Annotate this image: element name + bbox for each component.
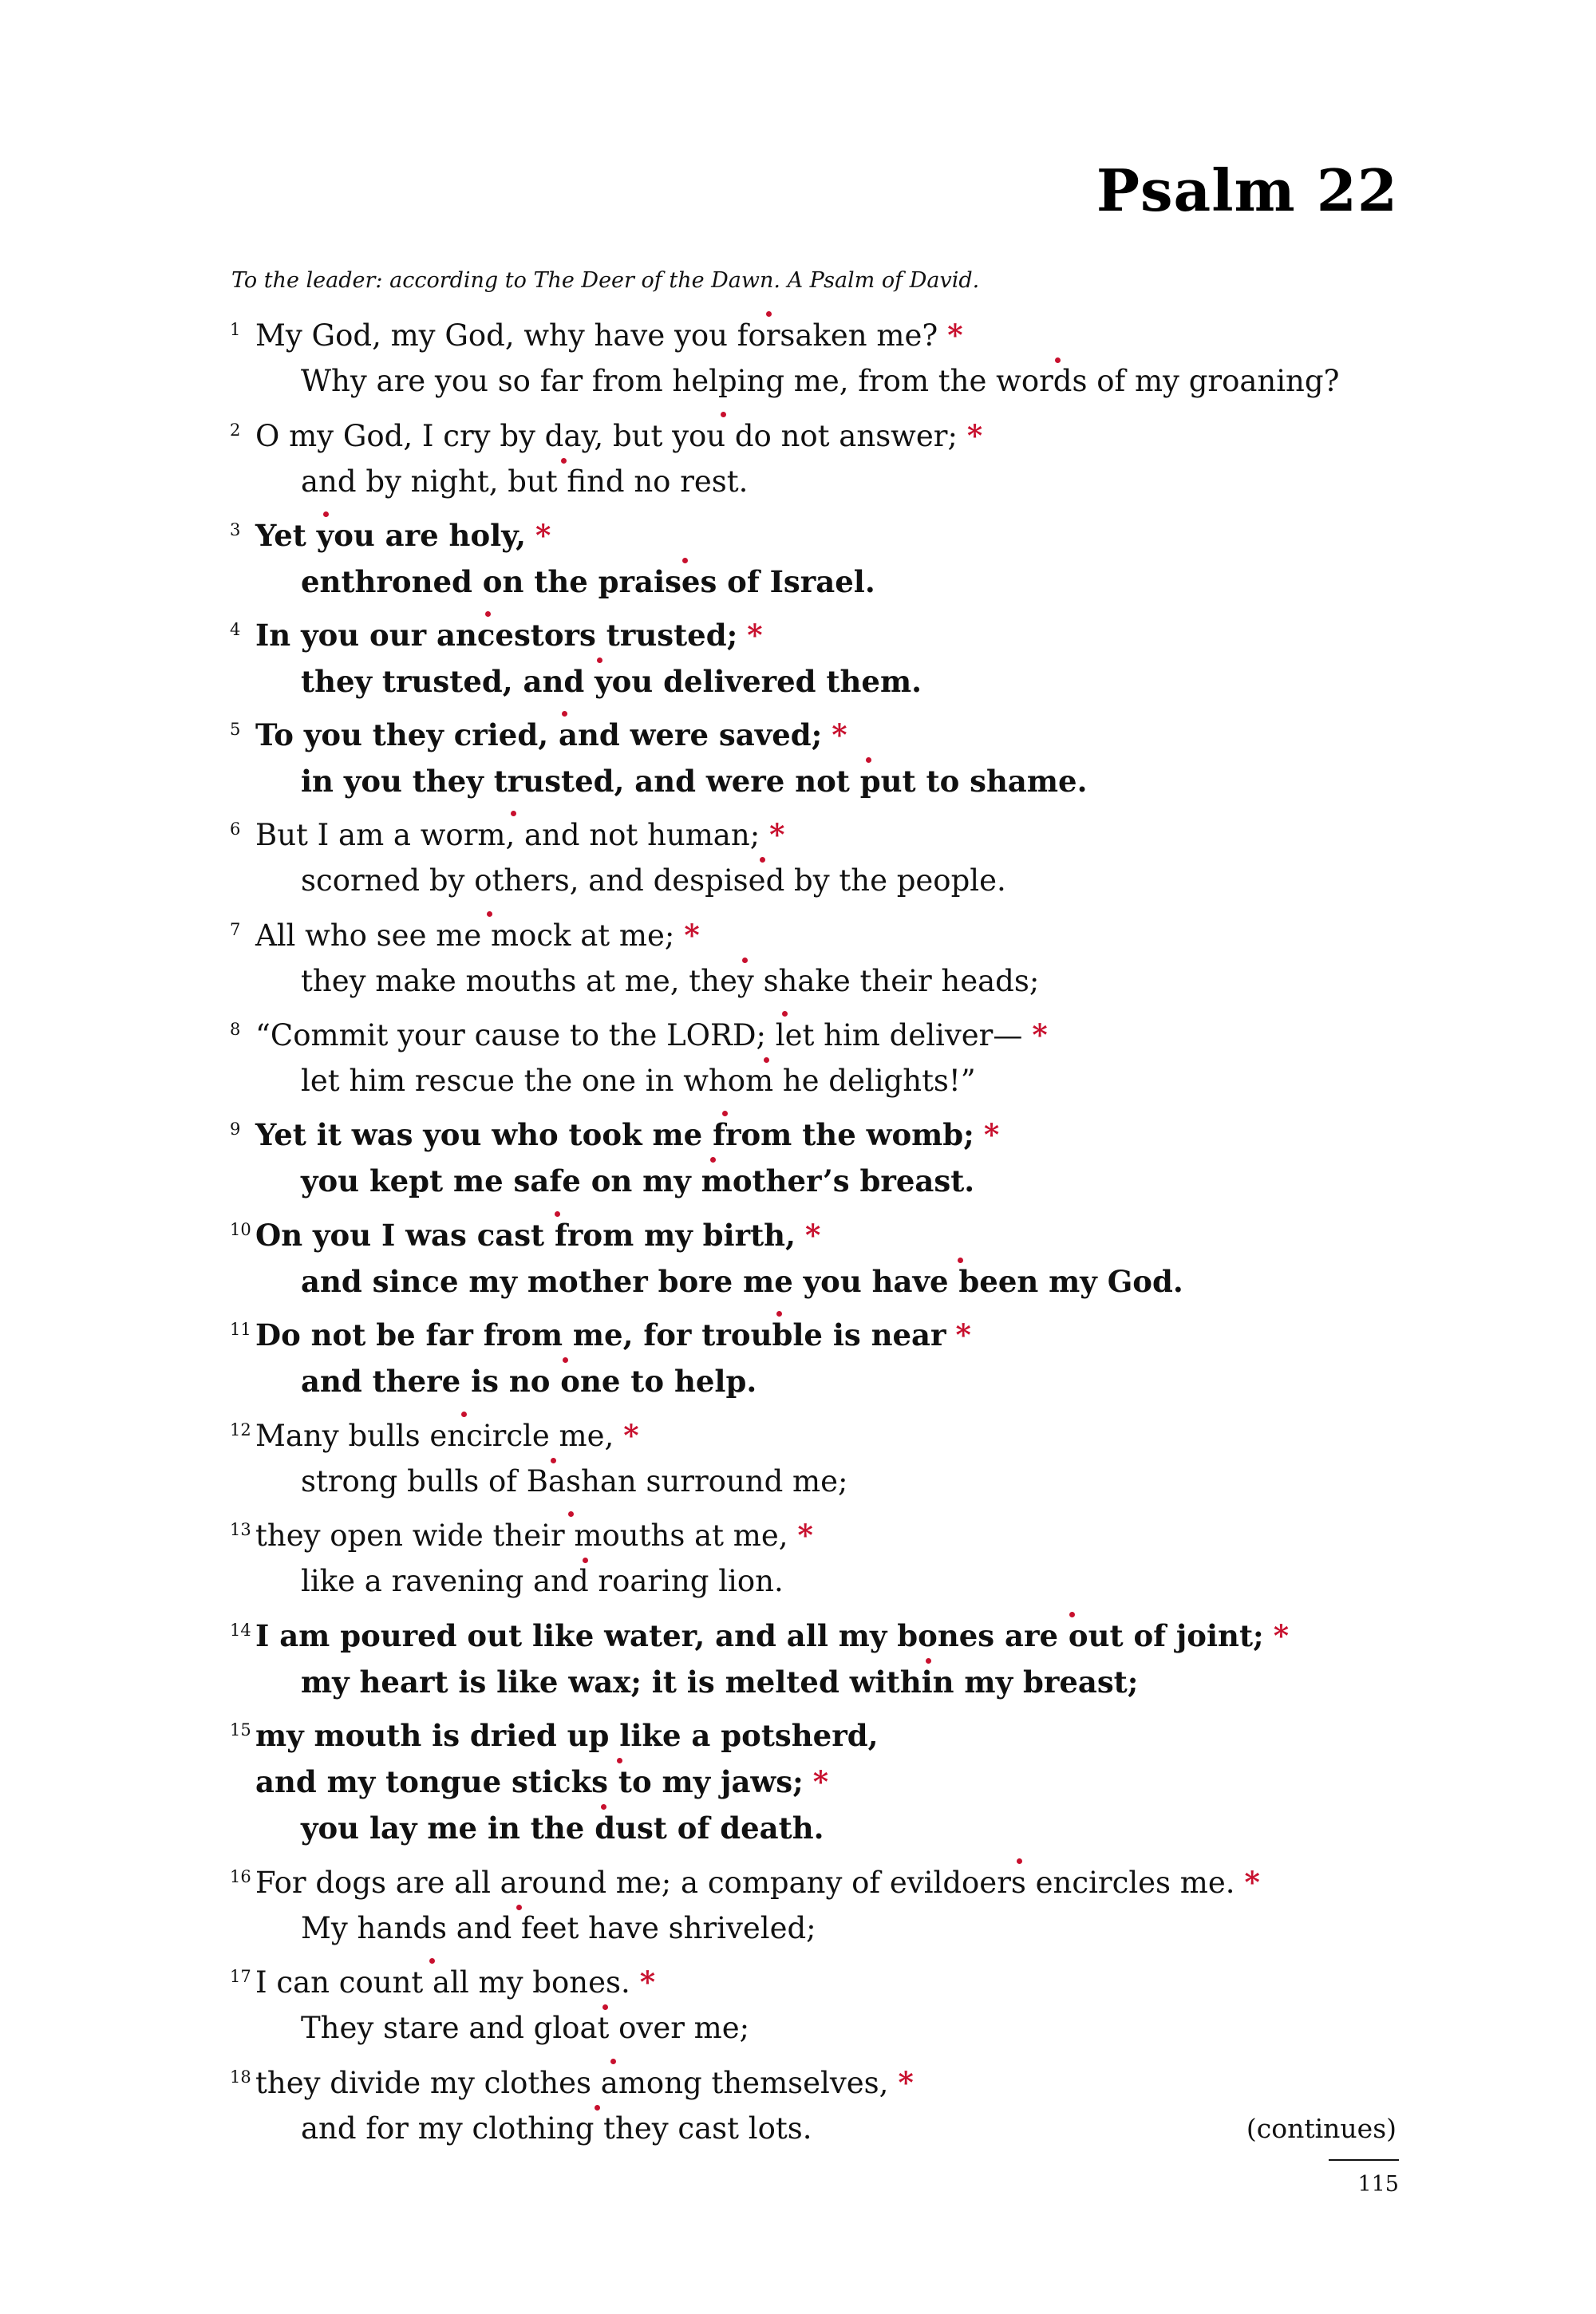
verse-number: 17 — [230, 1967, 251, 1986]
verse-number: 10 — [230, 1220, 251, 1239]
pointing-dot-icon — [595, 2105, 600, 2111]
verse-text: and since my mother bore me you have been my God. — [301, 1264, 1183, 1299]
pointing-dot-icon — [1069, 1612, 1075, 1617]
verse-continuation-line — [301, 1162, 974, 1200]
verse-text: like a ravening and roaring lion. — [301, 1564, 784, 1598]
asterisk-mark: * — [812, 1764, 829, 1799]
verse-18-line — [255, 2063, 914, 2103]
pointing-dot-icon — [782, 1011, 788, 1017]
pointing-dot-icon — [926, 1658, 931, 1664]
asterisk-mark: * — [955, 1317, 971, 1352]
verse-text: you lay me in the dust of death. — [301, 1811, 824, 1846]
verse-text: and by night, but find no rest. — [301, 464, 749, 499]
verse-number: 14 — [230, 1621, 251, 1640]
verse-10-line — [255, 1216, 820, 1254]
asterisk-mark: * — [1032, 1017, 1048, 1052]
verse-continuation-line — [301, 862, 1006, 900]
pointing-dot-icon — [601, 1804, 606, 1810]
verse-text: In you our ancestors trusted; — [255, 618, 738, 653]
pointing-dot-icon — [511, 811, 516, 816]
pointing-dot-icon — [776, 1311, 782, 1317]
asterisk-mark: * — [804, 1218, 821, 1253]
pointing-dot-icon — [722, 1111, 728, 1116]
pointing-dot-icon — [555, 1211, 560, 1217]
verse-14-line — [255, 1617, 1289, 1655]
verse-text: But I am a worm, and not human; — [255, 818, 760, 852]
pointing-dot-icon — [597, 657, 602, 663]
verse-continuation-line — [301, 1362, 757, 1400]
verse-1-line — [255, 316, 963, 355]
verse-continuation-line — [301, 962, 1039, 1001]
page-number: 115 — [1357, 2172, 1399, 2197]
verse-text: strong bulls of Bashan surround me; — [301, 1464, 848, 1499]
verse-text: they make mouths at me, they shake their heads; — [301, 964, 1040, 998]
pointing-dot-icon — [583, 1558, 588, 1563]
verse-12-line — [255, 1416, 639, 1455]
verse-continuation-line — [301, 2110, 812, 2148]
verse-continuation-line — [301, 1062, 976, 1100]
verse-number: 18 — [230, 2067, 251, 2087]
verse-continuation-line — [301, 1809, 824, 1847]
asterisk-mark: * — [898, 2065, 914, 2100]
asterisk-mark: * — [797, 1518, 813, 1553]
pointing-dot-icon — [551, 1458, 556, 1463]
verse-continuation-line — [301, 1663, 1138, 1701]
verse-number: 4 — [230, 620, 241, 639]
page-title: Psalm 22 — [1096, 156, 1398, 224]
verse-number: 15 — [230, 1720, 251, 1739]
verse-continuation-line — [255, 1763, 828, 1801]
pointing-dot-icon — [866, 757, 871, 763]
asterisk-mark: * — [639, 1965, 656, 2000]
verse-continuation-line — [301, 1562, 784, 1601]
verse-continuation-line — [301, 2009, 749, 2047]
verse-text: Yet you are holy, — [255, 518, 527, 553]
verse-text: Many bulls encircle me, — [255, 1419, 614, 1453]
verse-number: 9 — [230, 1119, 241, 1139]
verse-16-line — [255, 1863, 1260, 1902]
asterisk-mark: * — [1244, 1865, 1260, 1900]
pointing-dot-icon — [461, 1412, 467, 1417]
asterisk-mark: * — [623, 1418, 639, 1453]
verse-text: and there is no one to help. — [301, 1364, 757, 1399]
verse-text: “Commit your cause to the LORD; let him deliver— — [255, 1018, 1023, 1052]
verse-number: 5 — [230, 720, 241, 739]
pointing-dot-icon — [958, 1258, 963, 1263]
verse-text: they open wide their mouths at me, — [255, 1518, 788, 1553]
verse-number: 7 — [230, 920, 241, 939]
asterisk-mark: * — [983, 1117, 1000, 1152]
verse-continuation-line — [301, 362, 1339, 401]
verse-text: On you I was cast from my birth, — [255, 1218, 796, 1253]
verse-5-line — [255, 716, 847, 754]
verse-3-line — [255, 516, 551, 555]
pointing-dot-icon — [710, 1157, 716, 1163]
verse-text: They stare and gloat over me; — [301, 2011, 750, 2045]
verse-text: they divide my clothes among themselves, — [255, 2066, 889, 2100]
verse-continuation-line — [301, 563, 875, 601]
pointing-dot-icon — [323, 511, 329, 517]
verse-continuation-line — [301, 662, 922, 701]
verse-number: 8 — [230, 1020, 241, 1039]
pointing-dot-icon — [568, 1511, 574, 1517]
asterisk-mark: * — [769, 817, 785, 852]
pointing-dot-icon — [617, 1758, 622, 1763]
verse-text: I am poured out like water, and all my bones are out of joint; — [255, 1618, 1264, 1653]
pointing-dot-icon — [760, 857, 765, 863]
verse-number: 12 — [230, 1420, 251, 1439]
verse-text: scorned by others, and despised by the people. — [301, 863, 1006, 898]
pointing-dot-icon — [487, 911, 492, 917]
asterisk-mark: * — [832, 717, 847, 752]
verse-text: my heart is like wax; it is melted within my breast; — [301, 1664, 1139, 1700]
verse-text: and for my clothing they cast lots. — [301, 2111, 812, 2146]
pointing-dot-icon — [682, 558, 688, 563]
verse-8-line — [255, 1016, 1048, 1055]
verse-continuation-line — [301, 762, 1087, 800]
verse-text: O my God, I cry by day, but you do not answer; — [255, 419, 958, 453]
pointing-dot-icon — [1017, 1858, 1022, 1864]
asterisk-mark: * — [947, 318, 963, 353]
verse-continuation-line — [301, 1909, 816, 1948]
verse-continuation-line — [301, 1262, 1183, 1301]
verse-7-line — [255, 916, 700, 955]
verse-4-line — [255, 616, 763, 654]
pointing-dot-icon — [561, 458, 567, 464]
verse-number: 11 — [230, 1320, 251, 1339]
verse-text: All who see me mock at me; — [255, 918, 675, 953]
verse-text: I can count all my bones. — [255, 1965, 630, 2000]
verse-text: let him rescue the one in whom he delights!” — [301, 1064, 976, 1098]
verse-text: Why are you so far from helping me, from the words of my groaning? — [301, 364, 1340, 398]
verse-text: and my tongue sticks to my jaws; — [255, 1764, 804, 1799]
verse-text: For dogs are all around me; a company of evildoers encircles me. — [255, 1866, 1235, 1900]
verse-text: Yet it was you who took me from the womb; — [255, 1117, 974, 1152]
verse-text: My God, my God, why have you forsaken me? — [255, 318, 938, 353]
verse-number: 1 — [230, 320, 241, 339]
verse-9-line — [255, 1116, 999, 1154]
verse-text: My hands and feet have shriveled; — [301, 1911, 816, 1945]
pointing-dot-icon — [563, 1357, 568, 1363]
verse-continuation-line — [301, 463, 748, 501]
pointing-dot-icon — [516, 1905, 522, 1910]
asterisk-mark: * — [684, 918, 700, 953]
verse-13-line — [255, 1516, 813, 1555]
asterisk-mark: * — [535, 518, 551, 553]
verse-17-line — [255, 1963, 655, 2002]
pointing-dot-icon — [1055, 357, 1061, 363]
verse-text: in you they trusted, and were not put to shame. — [301, 764, 1088, 799]
verse-15-line — [255, 1716, 878, 1755]
pointing-dot-icon — [742, 958, 748, 963]
verse-text: To you they cried, and were saved; — [255, 717, 823, 752]
pointing-dot-icon — [721, 412, 726, 417]
footer-rule — [1329, 2159, 1399, 2161]
verse-text: Do not be far from me, for trouble is near — [255, 1317, 946, 1352]
verse-number: 16 — [230, 1867, 251, 1886]
verse-6-line — [255, 815, 785, 855]
verse-2-line — [255, 417, 982, 456]
verse-number: 3 — [230, 520, 241, 539]
pointing-dot-icon — [429, 1958, 435, 1964]
verse-number: 13 — [230, 1520, 251, 1539]
pointing-dot-icon — [764, 1057, 769, 1063]
pointing-dot-icon — [766, 311, 772, 317]
verse-number: 2 — [230, 421, 241, 440]
continues-note: (continues) — [1246, 2113, 1396, 2144]
verse-text: you kept me safe on my mother’s breast. — [301, 1163, 975, 1198]
asterisk-mark: * — [966, 418, 983, 453]
pointing-dot-icon — [562, 711, 567, 717]
verse-continuation-line — [301, 1463, 848, 1501]
pointing-dot-icon — [602, 2004, 608, 2010]
asterisk-mark: * — [1273, 1618, 1290, 1653]
asterisk-mark: * — [747, 618, 763, 653]
pointing-dot-icon — [485, 611, 491, 617]
superscription: To the leader: according to The Deer of the Dawn. A Psalm of David. — [231, 268, 980, 293]
verse-number: 6 — [230, 819, 241, 839]
pointing-dot-icon — [610, 2059, 616, 2064]
verse-text: my mouth is dried up like a potsherd, — [255, 1718, 879, 1753]
verse-text: they trusted, and you delivered them. — [301, 664, 922, 699]
verse-text: enthroned on the praises of Israel. — [301, 564, 875, 599]
verse-11-line — [255, 1316, 971, 1354]
